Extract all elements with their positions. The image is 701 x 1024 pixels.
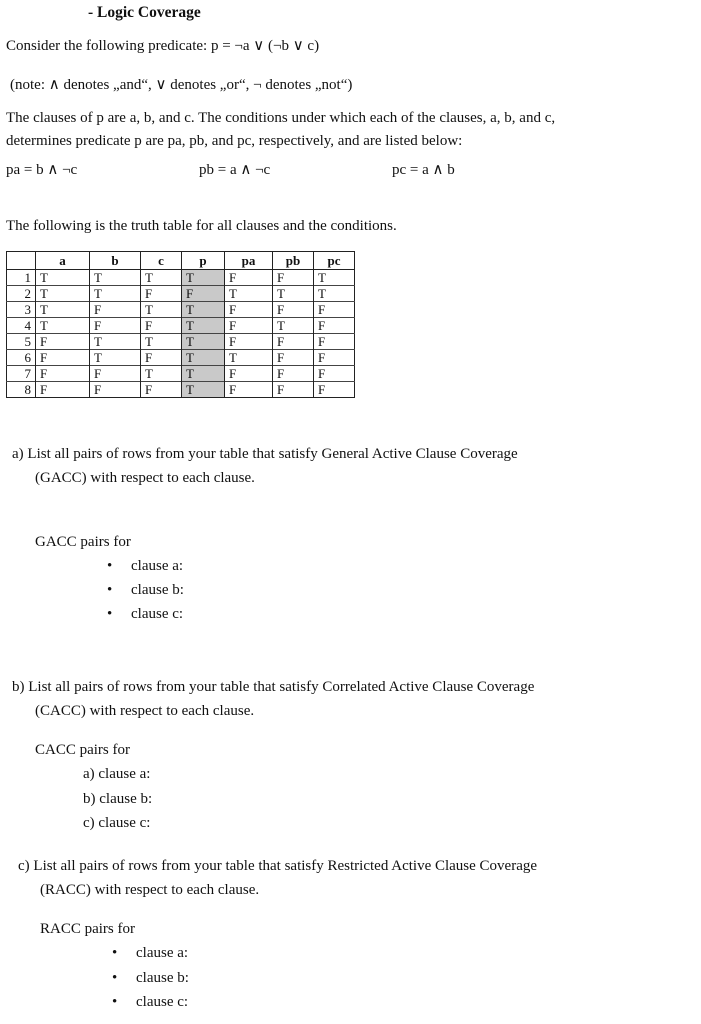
- table-row: [7, 318, 355, 334]
- racc-heading: RACC pairs for: [40, 921, 135, 937]
- cell-b: F: [90, 382, 141, 398]
- table-row: [7, 382, 355, 398]
- cell-p: F: [182, 286, 225, 302]
- bullet-icon: •: [107, 582, 113, 598]
- condition-pb: pb = a ∧ ¬c: [199, 162, 271, 178]
- cell-p: T: [182, 366, 225, 382]
- cell-pb: F: [273, 270, 314, 286]
- cell-pc: F: [314, 366, 355, 382]
- table-row: [7, 302, 355, 318]
- bullet-icon: •: [107, 606, 113, 622]
- truth-table-header: [7, 252, 355, 270]
- cell-pb: F: [273, 334, 314, 350]
- cell-c: T: [141, 366, 182, 382]
- table-row: [7, 270, 355, 286]
- cell-pa: F: [225, 334, 273, 350]
- cacc-item-clause-c: c) clause c:: [83, 815, 151, 831]
- cell-a: F: [36, 366, 90, 382]
- cell-pa: F: [225, 270, 273, 286]
- question-c-line-1: c) List all pairs of rows from your table that satisfy Restricted Active Clause Coverage: [18, 858, 538, 874]
- cell-b: T: [90, 286, 141, 302]
- cell-b: F: [90, 318, 141, 334]
- cell-pa: F: [225, 382, 273, 398]
- row-number: 7: [7, 366, 36, 382]
- cell-pa: F: [225, 366, 273, 382]
- cell-a: T: [36, 270, 90, 286]
- racc-item-clause-a: [112, 944, 188, 962]
- cell-p: T: [182, 270, 225, 286]
- cell-b: T: [90, 334, 141, 350]
- cell-pa: F: [225, 302, 273, 318]
- cacc-item-clause-b: b) clause b:: [83, 791, 153, 807]
- cell-pc: F: [314, 318, 355, 334]
- question-b-line-2: (CACC) with respect to each clause.: [35, 703, 255, 719]
- cell-c: F: [141, 382, 182, 398]
- racc-item-clause-c: [112, 993, 188, 1011]
- cell-a: T: [36, 286, 90, 302]
- row-number: 3: [7, 302, 36, 318]
- note-line: (note: ∧ denotes „and“, ∨ denotes „or“, ¬ denotes „not“): [10, 77, 353, 93]
- cell-pb: F: [273, 350, 314, 366]
- cell-pb: T: [273, 318, 314, 334]
- cell-pc: T: [314, 286, 355, 302]
- question-a-line-2: (GACC) with respect to each clause.: [35, 470, 255, 486]
- table-row: [7, 334, 355, 350]
- cell-pc: F: [314, 350, 355, 366]
- row-number: 8: [7, 382, 36, 398]
- racc-item-label: clause b:: [136, 970, 189, 986]
- table-row: [7, 366, 355, 382]
- question-b-line-1: b) List all pairs of rows from your table that satisfy Correlated Active Clause Coverage: [12, 679, 535, 695]
- gacc-item-clause-b: [107, 581, 184, 599]
- racc-item-label: clause a:: [136, 945, 189, 961]
- bullet-icon: •: [112, 970, 118, 986]
- gacc-item-clause-a: [107, 557, 183, 575]
- cell-a: F: [36, 350, 90, 366]
- bullet-icon: •: [107, 558, 113, 574]
- header-c: c: [141, 252, 182, 270]
- cell-c: T: [141, 302, 182, 318]
- table-row: [7, 286, 355, 302]
- question-a-line-1: a) List all pairs of rows from your table that satisfy General Active Clause Coverage: [12, 446, 518, 462]
- cell-pa: F: [225, 318, 273, 334]
- cell-a: T: [36, 318, 90, 334]
- condition-pa: pa = b ∧ ¬c: [6, 162, 78, 178]
- cell-c: F: [141, 286, 182, 302]
- truth-table: [6, 251, 355, 398]
- cell-c: F: [141, 318, 182, 334]
- header-pb: pb: [273, 252, 314, 270]
- cell-b: T: [90, 350, 141, 366]
- header-p: p: [182, 252, 225, 270]
- cell-p: T: [182, 334, 225, 350]
- intro-line-1: The clauses of p are a, b, and c. The conditions under which each of the clauses, a, b, and c,: [6, 110, 556, 126]
- row-number: 4: [7, 318, 36, 334]
- header-b: b: [90, 252, 141, 270]
- cell-pa: T: [225, 286, 273, 302]
- racc-item-clause-b: [112, 969, 189, 987]
- intro-line-2: determines predicate p are pa, pb, and pc, respectively, and are listed below:: [6, 133, 463, 149]
- row-number: 6: [7, 350, 36, 366]
- cell-pb: F: [273, 366, 314, 382]
- gacc-item-clause-c: [107, 605, 183, 623]
- header-a: a: [36, 252, 90, 270]
- cell-pc: F: [314, 302, 355, 318]
- cell-pb: T: [273, 286, 314, 302]
- cell-pc: T: [314, 270, 355, 286]
- cell-a: F: [36, 382, 90, 398]
- row-number: 5: [7, 334, 36, 350]
- cell-pc: F: [314, 382, 355, 398]
- section-title: - Logic Coverage: [88, 4, 201, 21]
- cell-pb: F: [273, 302, 314, 318]
- cell-a: F: [36, 334, 90, 350]
- cell-p: T: [182, 382, 225, 398]
- cell-a: T: [36, 302, 90, 318]
- row-number: 2: [7, 286, 36, 302]
- bullet-icon: •: [112, 945, 118, 961]
- cell-c: T: [141, 270, 182, 286]
- header-pa: pa: [225, 252, 273, 270]
- gacc-item-label: clause a:: [131, 558, 184, 574]
- row-number: 1: [7, 270, 36, 286]
- table-intro: The following is the truth table for all clauses and the conditions.: [6, 218, 397, 234]
- bullet-icon: •: [112, 994, 118, 1010]
- cell-pa: T: [225, 350, 273, 366]
- cell-p: T: [182, 350, 225, 366]
- predicate-line: Consider the following predicate: p = ¬a ∨ (¬b ∨ c): [6, 38, 320, 54]
- condition-pc: pc = a ∧ b: [392, 162, 455, 178]
- cell-pc: F: [314, 334, 355, 350]
- header-pc: pc: [314, 252, 355, 270]
- cell-b: T: [90, 270, 141, 286]
- cell-b: F: [90, 366, 141, 382]
- racc-item-label: clause c:: [136, 994, 189, 1010]
- table-row: [7, 350, 355, 366]
- cell-p: T: [182, 318, 225, 334]
- gacc-item-label: clause b:: [131, 582, 184, 598]
- header-rownum: [7, 252, 36, 270]
- cell-pb: F: [273, 382, 314, 398]
- cell-p: T: [182, 302, 225, 318]
- cell-c: T: [141, 334, 182, 350]
- cacc-heading: CACC pairs for: [35, 742, 130, 758]
- cell-c: F: [141, 350, 182, 366]
- cell-b: F: [90, 302, 141, 318]
- cacc-item-clause-a: a) clause a:: [83, 766, 151, 782]
- gacc-item-label: clause c:: [131, 606, 184, 622]
- gacc-heading: GACC pairs for: [35, 534, 131, 550]
- question-c-line-2: (RACC) with respect to each clause.: [40, 882, 260, 898]
